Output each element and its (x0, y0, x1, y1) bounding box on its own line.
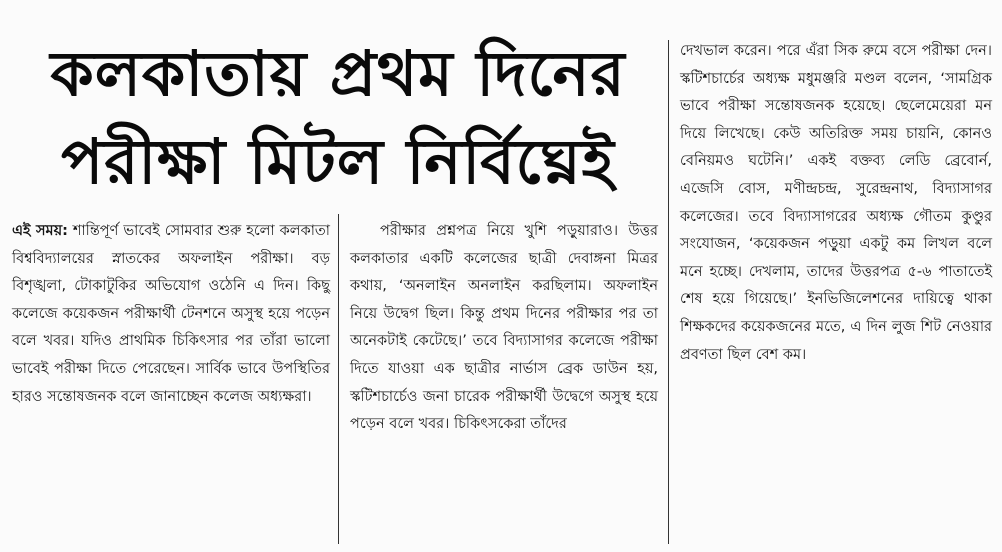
article-column-2: পরীক্ষার প্রশ্নপত্র নিয়ে খুশি পড়ুয়ারাও। উত্তর কলকাতার একটি কলেজের ছাত্রী দেবাঙ্গনা মিত্রর কথায়, ‘অনলাইন অনলাইন করছিলাম। অফলাইন নিয়ে উদ্বেগ ছিল। কিন্তু প্রথম দিনের পরীক্ষার পর তা অনেকটাই কেটেছে।’ তবে বিদ্যাসাগর কলেজে পরীক্ষা দিতে যাওয়া এক ছাত্রীর নার্ভাস ব্রেক ডাউন হয়, স্কটিশচার্চেও জনা চারেক পরীক্ষার্থী উদ্বেগে অসুস্থ হয়ে পড়েন বলে খবর। চিকিৎসকেরা তাঁদের (350, 223, 658, 433)
headline-line-1: কলকাতায় প্রথম দিনের (50, 37, 626, 110)
headline (18, 30, 658, 206)
dateline: এই সময়: (12, 223, 68, 239)
article-column-3: দেখভাল করেন। পরে এঁরা সিক রুমে বসে পরীক্ষা দেন। স্কটিশচার্চের অধ্যক্ষ মধুমঞ্জরি মণ্ডল বলেন, ‘সামগ্রিক ভাবে পরীক্ষা সন্তোষজনক হয়েছে। ছেলেমেয়েরা মন দিয়ে লিখেছে। কেউ অতিরিক্ত সময় চায়নি, কোনও বেনিয়মও ঘটেনি।’ একই বক্তব্য লেডি ব্রেবোর্ন, এজেসি বোস, মণীন্দ্রচন্দ্র, সুরেন্দ্রনাথ, বিদ্যাসাগর কলেজের। তবে বিদ্যাসাগরের অধ্যক্ষ গৌতম কুণ্ডুর সংযোজন, ‘কয়েকজন পড়ুয়া একটু কম লিখল বলে মনে হচ্ছে। দেখলাম, তাদের উত্তরপত্র ৫-৬ পাতাতেই শেষ হয়ে গিয়েছে।’ ইনভিজিলেশনের দায়িত্বে থাকা শিক্ষকদের কয়েকজনের মতে, এ দিন লুজ শিট নেওয়ার প্রবণতা ছিল বেশ কম। (680, 43, 992, 363)
article-column-1 (12, 218, 330, 411)
column-1-text: শান্তিপূর্ণ ভাবেই সোমবার শুরু হলো কলকাতা বিশ্ববিদ্যালয়ের স্নাতকের অফলাইন পরীক্ষা। বড় বিশৃঙ্খলা, টোকাটুকির অভিযোগ ওঠেনি এ দিন। কিছু কলেজে কয়েকজন পরীক্ষার্থী টেনশনে অসুস্থ হয়ে পড়েন বলে খবর। যদিও প্রাথমিক চিকিৎসার পর তাঁরা ভালো ভাবেই পরীক্ষা দিতে পেরেছেন। সার্বিক ভাবে উপস্থিতির হারও সন্তোষজনক বলে জানাচ্ছেন কলেজ অধ্যক্ষরা। (12, 223, 330, 405)
column-divider-2 (668, 40, 669, 544)
headline-line-2: পরীক্ষা মিটল নির্বিঘ্নেই (61, 125, 615, 198)
column-divider-1 (338, 214, 339, 544)
